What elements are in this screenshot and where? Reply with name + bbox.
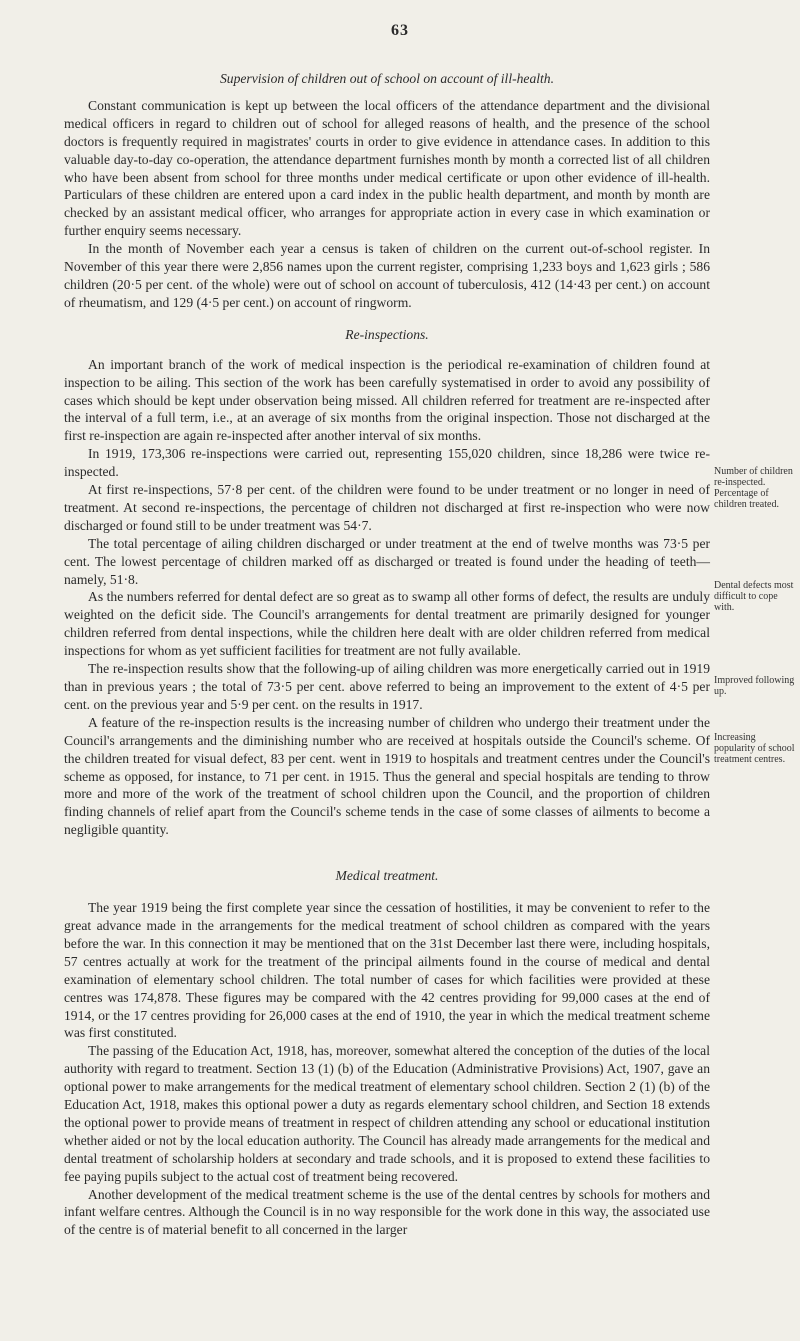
paragraph: The total percentage of ailing children discharged or under treatment at the end of twelve months was 73·5 per cent. The lowest percentage of children marked off as discharged or treated is found under the heading of teeth—namely, 51·8. bbox=[64, 535, 710, 587]
paragraph: At first re-inspections, 57·8 per cent. of the children were found to be under treatment or no longer in need of treatment. At second re-inspections, the percentage of children not discharged at first re-inspection who were now discharged or found still to be under treatment was 54·7. bbox=[64, 482, 710, 533]
section-heading-reinspections: Re-inspections. bbox=[345, 326, 429, 342]
section-heading-supervision: Supervision of children out of school on account of ill-health. bbox=[219, 71, 554, 86]
sidenote-dental bbox=[714, 580, 796, 613]
paragraph: Another development of the medical treatment scheme is the use of the dental centres by schools for mothers and infant welfare centres. Although the Council is in no way responsible for the work done in this way, the associated use of the centre is of material benefit to all concerned in the larger bbox=[64, 1186, 710, 1238]
sidenote-text: Dental defects most difficult to cope with. bbox=[714, 580, 794, 613]
sidenote-text: Improved following up. bbox=[714, 675, 795, 697]
sidenote-following-up bbox=[714, 675, 796, 697]
paragraph: The re-inspection results show that the following-up of ailing children was more energetically carried out in 1919 than in previous years ; the total of 73·5 per cent. above referred to being an improvement to the extent of 4·5 per cent. on the previous year and 5·9 per cent. on the results in 1917. bbox=[64, 661, 710, 712]
paragraph: A feature of the re-inspection results is the increasing number of children who undergo their treatment under the Council's arrangements and the diminishing number who are received at hospitals outside the Council's scheme. Of the children treated for visual defect, 83 per cent. went in 1919 to hospitals and treatment centres under the Council's scheme as opposed, for instance, to 71 per cent. in 1915. Thus the general and special hospitals are tending to throw more and more of the work of the treatment of school children upon the Council, and the proportion of children finding channels of relief apart from the Council's scheme tends in the case of some classes of ailments to become a negligible quantity. bbox=[64, 714, 710, 838]
paragraph: An important branch of the work of medical inspection is the periodical re-examination of children found at inspection to be ailing. This section of the work has been carefully systematised in order to avoid any possibility of cases which should be kept under observation being missed. All children referred for treatment are re-inspected after the interval of a full term, i.e., at an average of six months from the original inspection. Those not discharged at the first re-inspection are again re-inspected after another interval of six months. bbox=[64, 356, 710, 444]
paragraph: In the month of November each year a census is taken of children on the current out-of-school register. In November of this year there were 2,856 names upon the current register, comprising 1,233 boys and 1,623 girls ; 586 children (20·5 per cent. of the whole) were out of school on account of tuberculosis, 412 (14·43 per cent.) on account of rheumatism, and 129 (4·5 per cent.) on account of ringworm. bbox=[64, 241, 710, 310]
sidenote-text: Number of children re-inspected. Percentage of children treated. bbox=[714, 466, 793, 510]
paragraph: Constant communication is kept up between the local officers of the attendance department and the divisional medical officers in regard to children out of school for alleged reasons of health, and the presence of the school doctors is frequently required in magistrates' courts in order to give evidence in attendance cases. In addition to this valuable day-to-day co-operation, the attendance department furnishes month by month a corrected list of all children who have been absent from school for three months under medical certificate or upon other evidence of ill-health. Particulars of these children are entered upon a card index in the public health department, and month by month are checked by an assistant medical officer, who arranges for appropriate action in every case in which examination or further enquiry seems necessary. bbox=[64, 97, 710, 239]
paragraph: As the numbers referred for dental defect are so great as to swamp all other forms of defect, the results are unduly weighted on the deficit side. The Council's arrangements for dental treatment are primarily designed for younger children referred from dental inspections, while the children here dealt with are older children referred from medical inspections for whom as yet sufficient facilities for treatment are not fully available. bbox=[64, 589, 710, 659]
paragraph: The passing of the Education Act, 1918, has, moreover, somewhat altered the conception of the duties of the local authority with regard to treatment. Section 13 (1) (b) of the Education (Administrative Provisions) Act, 1907, gave an optional power to make arrangements for the medical treatment of elementary school children. Section 2 (1) (b) of the Education Act, 1918, makes this optional power a duty as regards elementary school children, and Section 18 extends the optional power to provide means of treatment in respect of children attending any school or educational institution whether aided or not by the local education authority. The Council has already made arrangements for the medical and dental treatment of scholarship holders at secondary and trade schools, and it is proposed to extend these facilities to fee paying pupils subject to the actual cost of treatment being recovered. bbox=[64, 1043, 710, 1184]
main-text-column bbox=[64, 70, 710, 1239]
section-heading-treatment: Medical treatment. bbox=[335, 868, 439, 884]
sidenote-reinspected bbox=[714, 466, 796, 510]
paragraph: In 1919, 173,306 re-inspections were carried out, representing 155,020 children, since 18,286 were twice re-inspected. bbox=[64, 446, 710, 480]
page-number: 63 bbox=[391, 22, 409, 39]
paragraph: The year 1919 being the first complete year since the cessation of hostilities, it may be convenient to refer to the great advance made in the arrangements for the medical treatment of school children as compared with the years before the war. In this connection it may be mentioned that on the 31st December last there were, including hospitals, 57 centres actually at work for the treatment of the principal ailments found in the course of medical and dental examination of elementary school children. The total number of cases for which facilities were provided at these centres was 174,878. These figures may be compared with the 42 centres providing for 99,000 cases at the end of 1914, or the 17 centres providing for 26,000 cases at the end of 1910, the year in which the medical treatment scheme was first constituted. bbox=[64, 900, 710, 1041]
sidenote-popularity bbox=[714, 732, 796, 765]
sidenote-text: Increasing popularity of school treatment centres. bbox=[714, 732, 795, 765]
